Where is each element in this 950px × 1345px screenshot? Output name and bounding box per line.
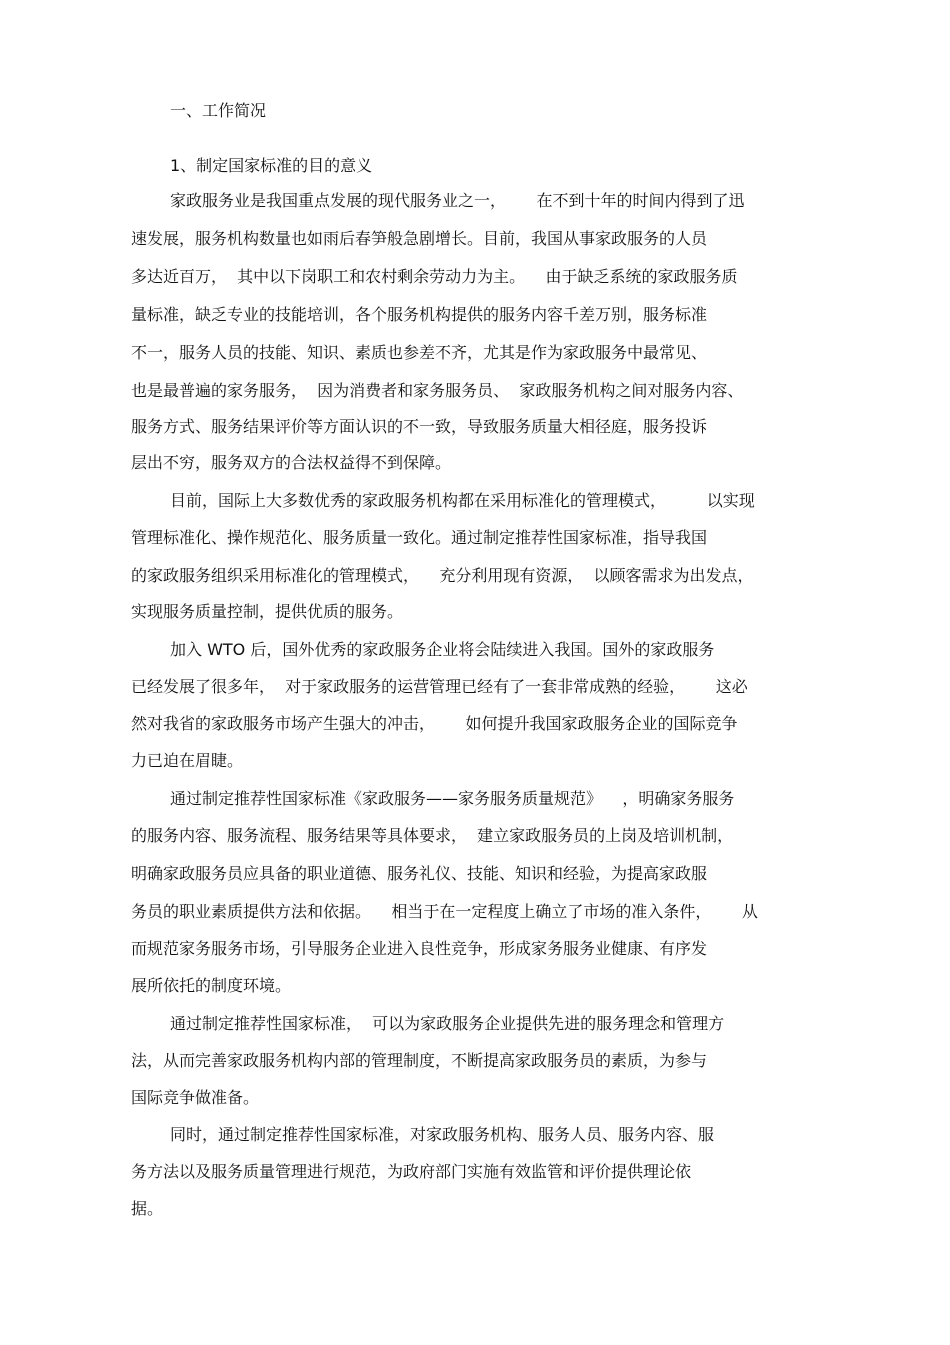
- subsection-heading: 1、制定国家标准的目的意义: [170, 156, 373, 175]
- text-line: 明确家政服务员应具备的职业道德、服务礼仪、技能、知识和经验，为提高家政服: [131, 864, 708, 883]
- text-line: 服务方式、服务结果评价等方面认识的不一致，导致服务质量大相径庭，服务投诉: [131, 417, 708, 436]
- text-line: 国际竞争做准备。: [131, 1088, 260, 1107]
- text-line: 速发展，服务机构数量也如雨后春笋般急剧增长。目前，我国从事家政服务的人员: [131, 229, 708, 248]
- text-line: 而规范家务服务市场，引导服务企业进入良性竞争，形成家务服务业健康、有序发: [131, 939, 708, 958]
- text-line: 的服务内容、服务流程、服务结果等具体要求， 建立家政服务员的上岗及培训机制，: [131, 826, 734, 845]
- text-line: 的家政服务组织采用标准化的管理模式， 充分利用现有资源， 以顾客需求为出发点，: [131, 566, 754, 585]
- text-line: 然对我省的家政服务市场产生强大的冲击， 如何提升我国家政服务企业的国际竞争: [131, 714, 738, 733]
- text-line: 加入 WTO 后，国外优秀的家政服务企业将会陆续进入我国。国外的家政服务: [170, 640, 715, 659]
- text-line: 同时，通过制定推荐性国家标准，对家政服务机构、服务人员、服务内容、服: [170, 1125, 715, 1144]
- text-line: 家政服务业是我国重点发展的现代服务业之一， 在不到十年的时间内得到了迅: [170, 191, 745, 210]
- text-line: 法，从而完善家政服务机构内部的管理制度，不断提高家政服务员的素质，为参与: [131, 1051, 708, 1070]
- section-heading: 一、工作简况: [170, 101, 267, 120]
- text-line: 通过制定推荐性国家标准， 可以为家政服务企业提供先进的服务理念和管理方: [170, 1014, 725, 1033]
- text-line: 据。: [131, 1199, 164, 1218]
- text-line: 展所依托的制度环境。: [131, 976, 292, 995]
- text-line: 通过制定推荐性国家标准《家政服务——家务服务质量规范》 ，明确家务服务: [170, 789, 735, 808]
- text-line: 力已迫在眉睫。: [131, 751, 244, 770]
- text-line: 量标准，缺乏专业的技能培训，各个服务机构提供的服务内容千差万别，服务标准: [131, 305, 708, 324]
- text-line: 已经发展了很多年， 对于家政服务的运营管理已经有了一套非常成熟的经验， 这必: [131, 677, 748, 696]
- text-line: 层出不穷，服务双方的合法权益得不到保障。: [131, 453, 452, 472]
- text-line: 不一，服务人员的技能、知识、素质也参差不齐，尤其是作为家政服务中最常见、: [131, 343, 708, 362]
- text-line: 管理标准化、操作规范化、服务质量一致化。通过制定推荐性国家标准，指导我国: [131, 528, 708, 547]
- text-line: 务员的职业素质提供方法和依据。 相当于在一定程度上确立了市场的准入条件， 从: [131, 902, 758, 921]
- text-line: 也是最普遍的家务服务， 因为消费者和家务服务员、 家政服务机构之间对服务内容、: [131, 381, 744, 400]
- text-line: 目前，国际上大多数优秀的家政服务机构都在采用标准化的管理模式， 以实现: [170, 491, 755, 510]
- text-line: 务方法以及服务质量管理进行规范，为政府部门实施有效监管和评价提供理论依: [131, 1162, 692, 1181]
- text-line: 多达近百万， 其中以下岗职工和农村剩余劳动力为主。 由于缺乏系统的家政服务质: [131, 267, 738, 286]
- text-line: 实现服务质量控制，提供优质的服务。: [131, 602, 404, 621]
